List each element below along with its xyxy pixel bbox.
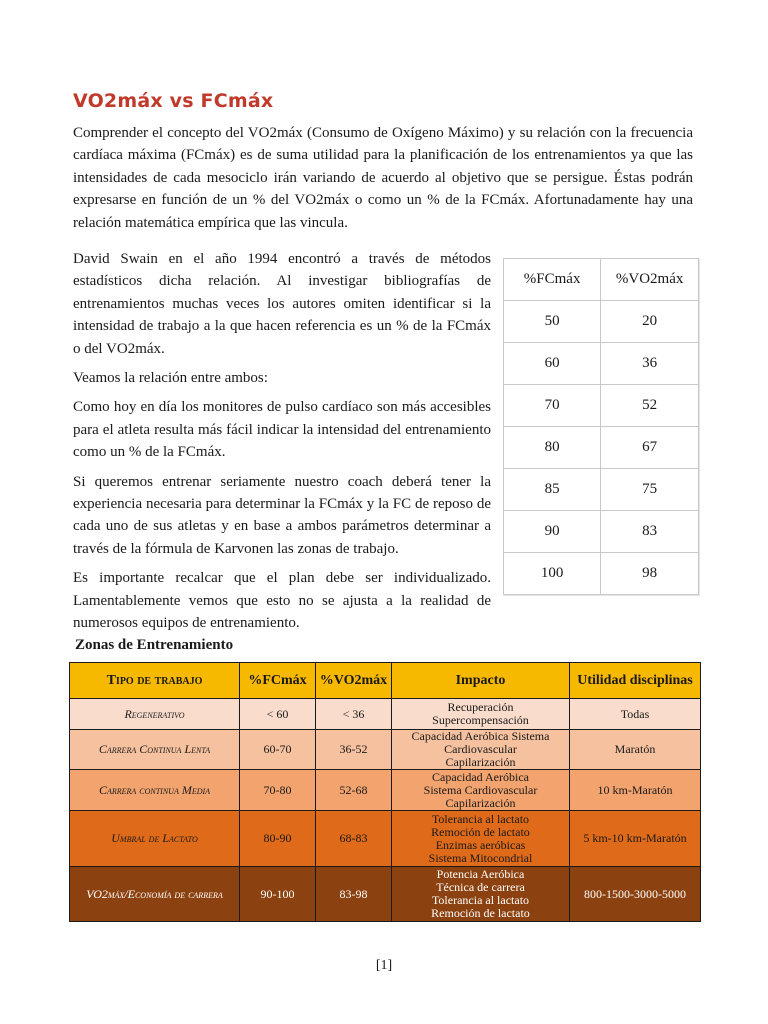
impact-line: Capacidad Aeróbica [432, 769, 529, 784]
impact-line: Supercompensación [432, 713, 529, 727]
table-row [504, 511, 699, 553]
impact-line: Capacidad Aeróbica Sistema [411, 729, 550, 743]
paragraph-swain: David Swain en el año 1994 encontró a través de métodos estadísticos dicha relación. Al investigar bibliografías de entrenamientos muchas veces los autores omiten identificar si la intensidad de trabajo a la que hacen referencia es un % de la FCmáx o del VO2máx. [73, 251, 491, 357]
relation-header-fc: %FCmáx [504, 259, 601, 301]
impact-line: Recuperación [447, 700, 514, 714]
zone-type-cell: Carrera continua Media [70, 770, 240, 811]
paragraph-individual: Es importante recalcar que el plan debe ser individualizado. Lamentablemente vemos que esto no se ajusta a la realidad de numerosos equipos de entrenamiento. [73, 570, 491, 632]
table-row [504, 427, 699, 469]
table-row [504, 343, 699, 385]
impact-line: Técnica de carrera [436, 880, 525, 894]
impact-line: Enzimas aeróbicas [435, 837, 526, 852]
table-row [504, 301, 699, 343]
table-row [70, 770, 701, 811]
relation-vo2-cell: 20 [601, 301, 699, 343]
zone-impact-cell [392, 811, 570, 867]
zone-fc-cell: 80-90 [240, 811, 316, 867]
zone-fc-cell: 70-80 [240, 770, 316, 811]
relation-vo2-cell: 83 [601, 511, 699, 553]
impact-line: Tolerancia al lactato [431, 811, 530, 826]
relation-header-row [504, 259, 699, 301]
paragraph-relation: Veamos la relación entre ambos: [73, 370, 268, 387]
header-utilidad: Utilidad disciplinas [570, 663, 701, 699]
zone-vo2-cell: 83-98 [316, 867, 392, 922]
relation-vo2-cell: 52 [601, 385, 699, 427]
table-row [70, 730, 701, 770]
relation-fc-cell: 60 [504, 343, 601, 385]
relation-fc-cell: 50 [504, 301, 601, 343]
impact-line: Tolerancia al lactato [431, 893, 530, 907]
impact-line: Remoción de lactato [431, 906, 530, 920]
relation-fc-cell: 85 [504, 469, 601, 511]
paragraph-coach: Si queremos entrenar seriamente nuestro coach deberá tener la experiencia necesaria para determinar la FCmáx y la FC de reposo de cada uno de sus atletas y en base a ambos parámetros determinar a través de la fórmula de Karvonen las zonas de trabajo. [73, 473, 491, 557]
zone-type-cell: Regenerativo [70, 699, 240, 730]
table-row [70, 811, 701, 867]
zone-type-cell: Carrera Continua Lenta [70, 730, 240, 770]
zone-utility-cell: Todas [570, 699, 701, 730]
zone-fc-cell: < 60 [240, 699, 316, 730]
zone-utility-cell: 800-1500-3000-5000 [570, 867, 701, 922]
zone-vo2-cell: 52-68 [316, 770, 392, 811]
paragraph-monitors: Como hoy en día los monitores de pulso cardíaco son más accesibles para el atleta resulta más fácil indicar la intensidad del entrenamiento como un % de la FCmáx. [73, 399, 491, 461]
relation-vo2-cell: 98 [601, 553, 699, 595]
impact-line: Remoción de lactato [431, 824, 530, 839]
zone-utility-cell: 10 km-Maratón [570, 770, 701, 811]
zone-type-cell: VO2máx/Economía de carrera [70, 867, 240, 922]
document-title: VO2máx vs FCmáx [73, 90, 274, 112]
impact-line: Sistema Mitocondrial [428, 850, 533, 865]
relation-vo2-cell: 75 [601, 469, 699, 511]
training-zones-table [69, 662, 701, 922]
zone-impact-cell [392, 770, 570, 811]
header-impacto: Impacto [392, 663, 570, 699]
relation-fc-cell: 80 [504, 427, 601, 469]
zone-utility-cell: Maratón [570, 730, 701, 770]
table-row [70, 699, 701, 730]
zone-impact-cell [392, 730, 570, 770]
header-tipo: Tipo de trabajo [70, 663, 240, 699]
impact-line: Capilarización [445, 795, 516, 810]
impact-line: Cardiovascular [444, 742, 517, 756]
table-row [504, 385, 699, 427]
relation-vo2-cell: 67 [601, 427, 699, 469]
impact-line: Capilarización [445, 755, 516, 769]
header-vo2max: %VO2máx [316, 663, 392, 699]
zone-fc-cell: 60-70 [240, 730, 316, 770]
zone-vo2-cell: 36-52 [316, 730, 392, 770]
fc-vo2-relation-table [503, 258, 699, 595]
relation-fc-cell: 70 [504, 385, 601, 427]
zone-impact-cell [392, 867, 570, 922]
relation-vo2-cell: 36 [601, 343, 699, 385]
table-row [504, 469, 699, 511]
zone-type-cell: Umbral de Lactato [70, 811, 240, 867]
zone-impact-cell [392, 699, 570, 730]
impact-line: Potencia Aeróbica [436, 867, 525, 881]
relation-fc-cell: 90 [504, 511, 601, 553]
impact-line: Sistema Cardiovascular [423, 782, 538, 797]
table-row [70, 867, 701, 922]
relation-fc-cell: 100 [504, 553, 601, 595]
table-row [504, 553, 699, 595]
zone-fc-cell: 90-100 [240, 867, 316, 922]
body-text-column [73, 248, 491, 642]
header-fcmax: %FCmáx [240, 663, 316, 699]
zone-utility-cell: 5 km-10 km-Maratón [570, 811, 701, 867]
zones-header-row [70, 663, 701, 699]
page-number: [1] [375, 958, 393, 973]
relation-header-vo2: %VO2máx [601, 259, 699, 301]
zone-vo2-cell: 68-83 [316, 811, 392, 867]
zones-heading: Zonas de Entrenamiento [75, 637, 234, 653]
intro-paragraph: Comprender el concepto del VO2máx (Consumo de Oxígeno Máximo) y su relación con la frecuencia cardíaca máxima (FCmáx) es de suma utilidad para la planificación de los entrenamientos ya que las intensidades de cada mesociclo irán variando de acuerdo al objetivo que se persigue. Éstas podrán expresarse en función de un % del VO2máx o como un % de la FCmáx. Afortunadamente hay una relación matemática empírica que las vincula. [73, 125, 693, 231]
zone-vo2-cell: < 36 [316, 699, 392, 730]
